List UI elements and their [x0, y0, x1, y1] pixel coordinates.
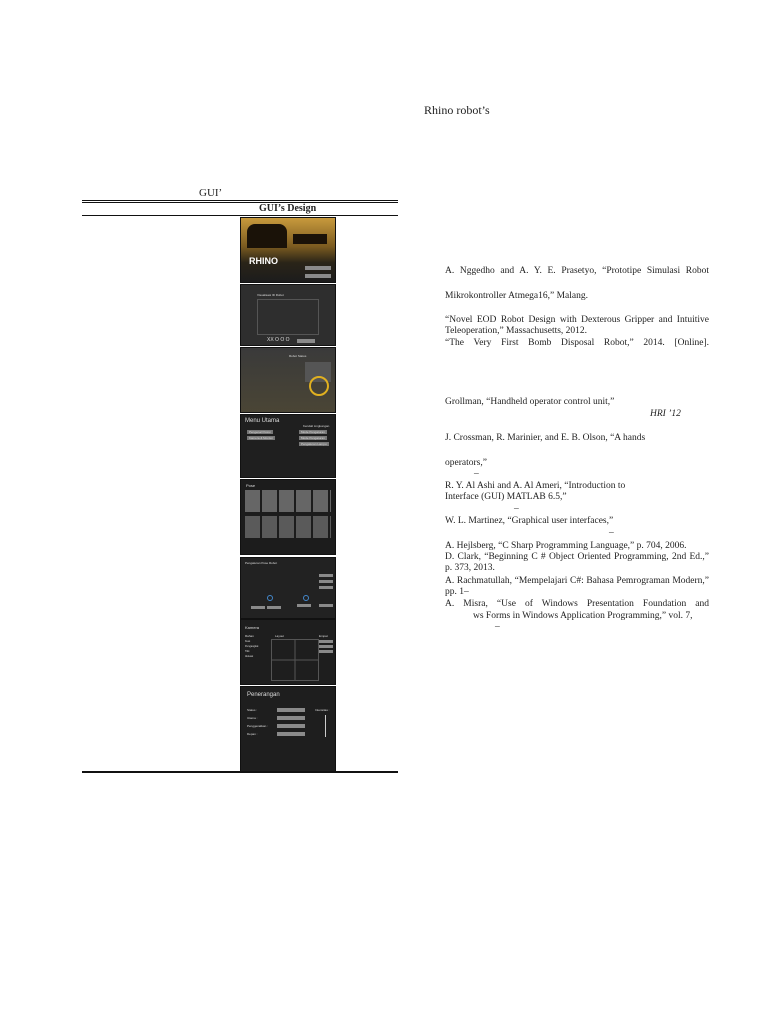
pose-side-button-2[interactable]	[319, 580, 333, 583]
gui-screen-robot-status	[240, 347, 336, 413]
penerangan-label-3: Penggerakkan :	[247, 724, 269, 728]
table-caption: GUI’	[199, 187, 223, 199]
kamera-right-button-2[interactable]	[319, 645, 333, 648]
pose-side-button-3[interactable]	[319, 586, 333, 589]
menu-utama-title: Menu Utama	[245, 418, 280, 424]
pose-title: Pose	[246, 483, 256, 488]
menu-right-item-1[interactable]: Mode Pengaturan	[301, 430, 325, 434]
gui-screen-login	[240, 284, 336, 346]
penerangan-label-2: Utama :	[247, 716, 258, 720]
ref-11b: ws Forms in Windows Application Programming,” vol. 7,	[473, 611, 693, 621]
penerangan-label-4: Depan :	[247, 732, 258, 736]
gui-screen-menu-utama	[240, 414, 336, 478]
pose-side-button-1[interactable]	[319, 574, 333, 577]
menu-left-item-1[interactable]: Pengenal Posisi	[249, 430, 271, 434]
ref-5b: operators,”	[445, 458, 487, 468]
pose-bottom-button-1[interactable]	[251, 606, 265, 609]
ref-8: A. Hejlsberg, “C Sharp Programming Language,” p. 704, 2006.	[445, 541, 687, 551]
gui-screen-splash	[240, 217, 336, 283]
kamera-right-button-3[interactable]	[319, 650, 333, 653]
joystick-left-icon[interactable]	[267, 595, 273, 601]
gauge-ring-icon	[309, 376, 329, 396]
splash-button-2[interactable]	[305, 274, 331, 278]
ref-4-venue: HRI ’12	[650, 409, 681, 419]
ref-4: Grollman, “Handheld operator control unit,”	[445, 397, 615, 407]
table-top-rule-2	[82, 202, 398, 203]
pose-side-button-4[interactable]	[319, 604, 333, 607]
kamera-right-label: Empat	[319, 634, 328, 638]
ref-11-dash: –	[495, 622, 500, 632]
menu-right-item-3[interactable]: Pengaturan Lampu	[301, 442, 327, 446]
kamera-title: Kamera	[245, 625, 260, 630]
kamera-left-label: Rahan	[245, 634, 254, 638]
menu-right-title: Kendali Lingkungan	[303, 424, 330, 428]
ref-5-dash: –	[474, 469, 479, 479]
joystick-right-icon[interactable]	[303, 595, 309, 601]
penerangan-button-3[interactable]	[277, 724, 305, 728]
kamera-layout-grid	[271, 639, 319, 681]
intensity-slider[interactable]	[325, 715, 326, 737]
pose-bottom-button-2[interactable]	[267, 606, 281, 609]
kamera-row-2: Pengangkat	[245, 645, 259, 648]
ref-7-dash: –	[609, 528, 614, 538]
kamera-row-1: Kuat	[245, 640, 251, 643]
ref-9: D. Clark, “Beginning C # Object Oriented Programming, 2nd Ed.,” p. 373, 2013.	[445, 552, 709, 573]
penerangan-label-1: Status :	[247, 708, 258, 712]
robot-arm-silhouette	[293, 234, 327, 244]
pose-grid-row-1	[245, 490, 331, 512]
pengaturan-pose-title: Pengaturan Pose Robot	[245, 561, 278, 565]
menu-right-item-2[interactable]: Mode Pengaturan	[301, 436, 325, 440]
penerangan-button-4[interactable]	[277, 732, 305, 736]
splash-button-1[interactable]	[305, 266, 331, 270]
ref-1a: A. Nggedho and A. Y. E. Prasetyo, “Prototipe Simulasi Robot	[445, 266, 709, 276]
login-title: Visualisasi ID Robot	[257, 293, 284, 297]
ref-11a: A. Misra, “Use of Windows Presentation Foundation and	[445, 599, 709, 609]
ref-2: “Novel EOD Robot Design with Dexterous Gripper and Intuitive Teleoperation,” Massachusetts, 2012.	[445, 315, 709, 336]
pose-grid-row-2	[245, 516, 331, 538]
pose-bottom-button-3[interactable]	[297, 604, 311, 607]
kamera-row-4: Aktuasi	[245, 655, 254, 658]
kamera-row-3: Titik	[245, 650, 250, 653]
gui-screen-pengaturan-pose	[240, 557, 336, 619]
login-panel	[257, 299, 319, 335]
penerangan-button-1[interactable]	[277, 708, 305, 712]
splash-brand: RHINO	[249, 256, 278, 266]
robot-silhouette	[247, 224, 287, 248]
gui-screen-kamera	[240, 619, 336, 685]
table-top-rule	[82, 200, 398, 201]
login-button[interactable]	[297, 339, 315, 343]
ref-1b: Mikrokontroller Atmega16,” Malang.	[445, 291, 588, 301]
gui-screen-pose	[240, 479, 336, 555]
menu-left-item-2[interactable]: Kamera & Monitor	[249, 436, 274, 440]
ref-5a: J. Crossman, R. Marinier, and E. B. Olson, “A hands	[445, 433, 646, 443]
table-header-rule	[82, 215, 398, 216]
penerangan-button-2[interactable]	[277, 716, 305, 720]
robot-status-title: Robot Status	[289, 354, 307, 358]
ref-6: R. Y. Al Ashi and A. Al Ameri, “Introduction to Interface (GUI) MATLAB 6.5,”	[445, 481, 626, 502]
page-heading-fragment: Rhino robot’s	[424, 103, 490, 117]
ref-7: W. L. Martinez, “Graphical user interfaces,”	[445, 516, 614, 526]
login-footer: XX O O O	[267, 337, 290, 343]
penerangan-title: Penerangan	[247, 692, 280, 698]
ref-3: “The Very First Bomb Disposal Robot,” 2014. [Online].	[445, 338, 709, 348]
ref-6-dash: –	[514, 504, 519, 514]
table-column-header: GUI’s Design	[259, 203, 317, 214]
gui-screen-penerangan	[240, 686, 336, 772]
kamera-right-button-1[interactable]	[319, 640, 333, 643]
ref-10: A. Rachmatullah, “Mempelajari C#: Bahasa Pemrograman Modern,” pp. 1–	[445, 576, 709, 597]
kamera-mid-label: Layout	[275, 634, 285, 638]
penerangan-right-label: Intensitas :	[315, 708, 330, 712]
